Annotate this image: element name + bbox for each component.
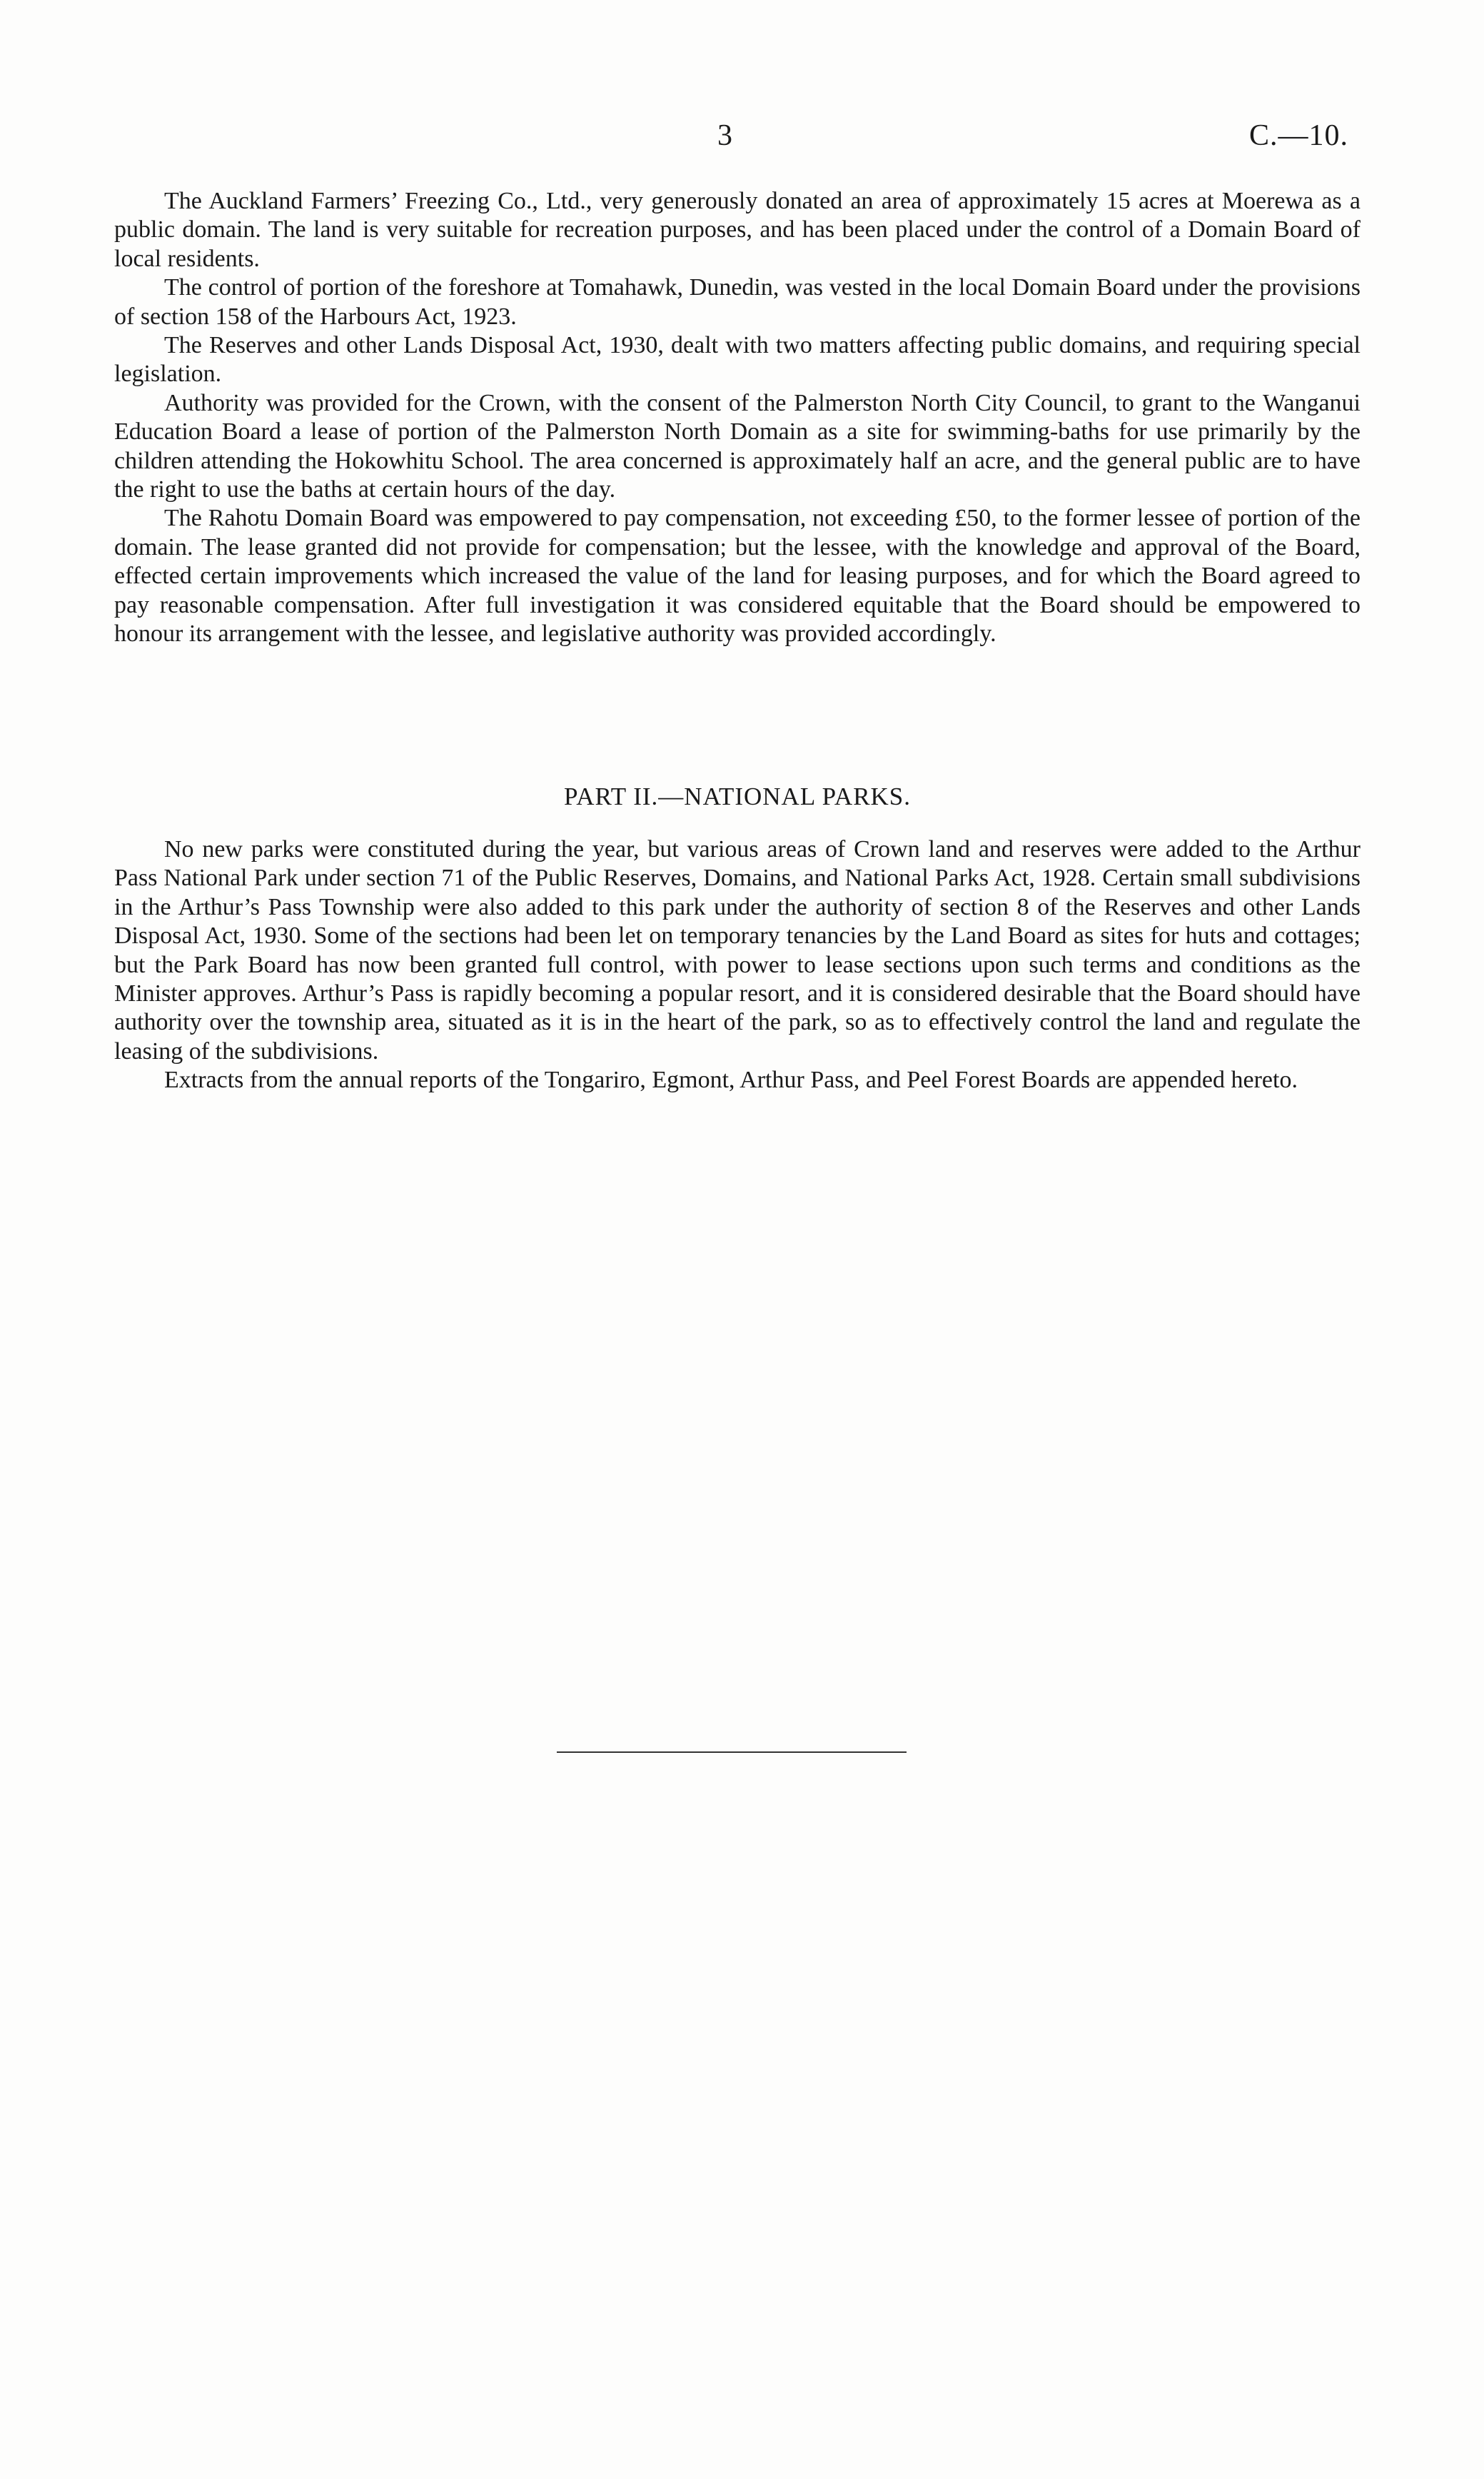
paragraph-tomahawk-foreshore: The control of portion of the foreshore at Tomahawk, Dunedin, was vested in the local Domain Board under the provisions of section 158 of the Harbours Act, 1923. <box>114 274 1361 330</box>
paragraph-palmerston-north-baths: Authority was provided for the Crown, with the consent of the Palmerston North City Council, to grant to the Wanganui Education Board a lease of portion of the Palmerston North Domain as a site for swimming-baths for use primarily by the children attending the Hokowhitu School. The area concerned is approximately half an acre, and the general public are to have the right to use the baths at certain hours of the day. <box>114 389 1361 503</box>
part-two-section <box>114 835 1361 1095</box>
end-divider-rule <box>557 1751 907 1753</box>
part-one-section <box>114 187 1361 649</box>
document-code: C.—10. <box>1248 119 1348 152</box>
paragraph-arthur-pass-park: No new parks were constituted during the year, but various areas of Crown land and reserves were added to the Arthur Pass National Park under section 71 of the Public Reserves, Domains, and National Parks Act, 1928. Certain small subdivisions in the Arthur’s Pass Township were also added to this park under the authority of section 8 of the Reserves and other Lands Disposal Act, 1930. Some of the sections had been let on temporary tenancies by the Land Board as sites for huts and cottages; but the Park Board has now been granted full control, with power to lease sections upon such terms and conditions as the Minister approves. Arthur’s Pass is rapidly becoming a popular resort, and it is considered desirable that the Board should have authority over the township area, situated as it is in the heart of the park, so as to effectively control the land and regulate the leasing of the subdivisions. <box>114 836 1361 1065</box>
page-number: 3 <box>717 119 732 152</box>
section-heading-national-parks: PART II.—NATIONAL PARKS. <box>563 783 912 810</box>
paragraph-rahotu-compensation: The Rahotu Domain Board was empowered to pay compensation, not exceeding £50, to the former lessee of portion of the domain. The lease granted did not provide for compensation; but the lessee, with the knowledge and approval of the Board, effected certain improvements which increased the value of the land for leasing purposes, and for which the Board agreed to pay reasonable compensation. After full investigation it was considered equitable that the Board should be empowered to honour its arrangement with the lessee, and legislative authority was provided accordingly. <box>114 505 1361 648</box>
paragraph-board-reports: Extracts from the annual reports of the Tongariro, Egmont, Arthur Pass, and Peel Forest Boards are appended hereto. <box>164 1067 1298 1094</box>
paragraph-moerewa-domain: The Auckland Farmers’ Freezing Co., Ltd., very generously donated an area of approximately 15 acres at Moerewa as a public domain. The land is very suitable for recreation purposes, and has been placed under the control of a Domain Board of local residents. <box>114 188 1361 272</box>
paragraph-reserves-act: The Reserves and other Lands Disposal Act, 1930, dealt with two matters affecting public domains, and requiring special legislation. <box>114 332 1361 388</box>
